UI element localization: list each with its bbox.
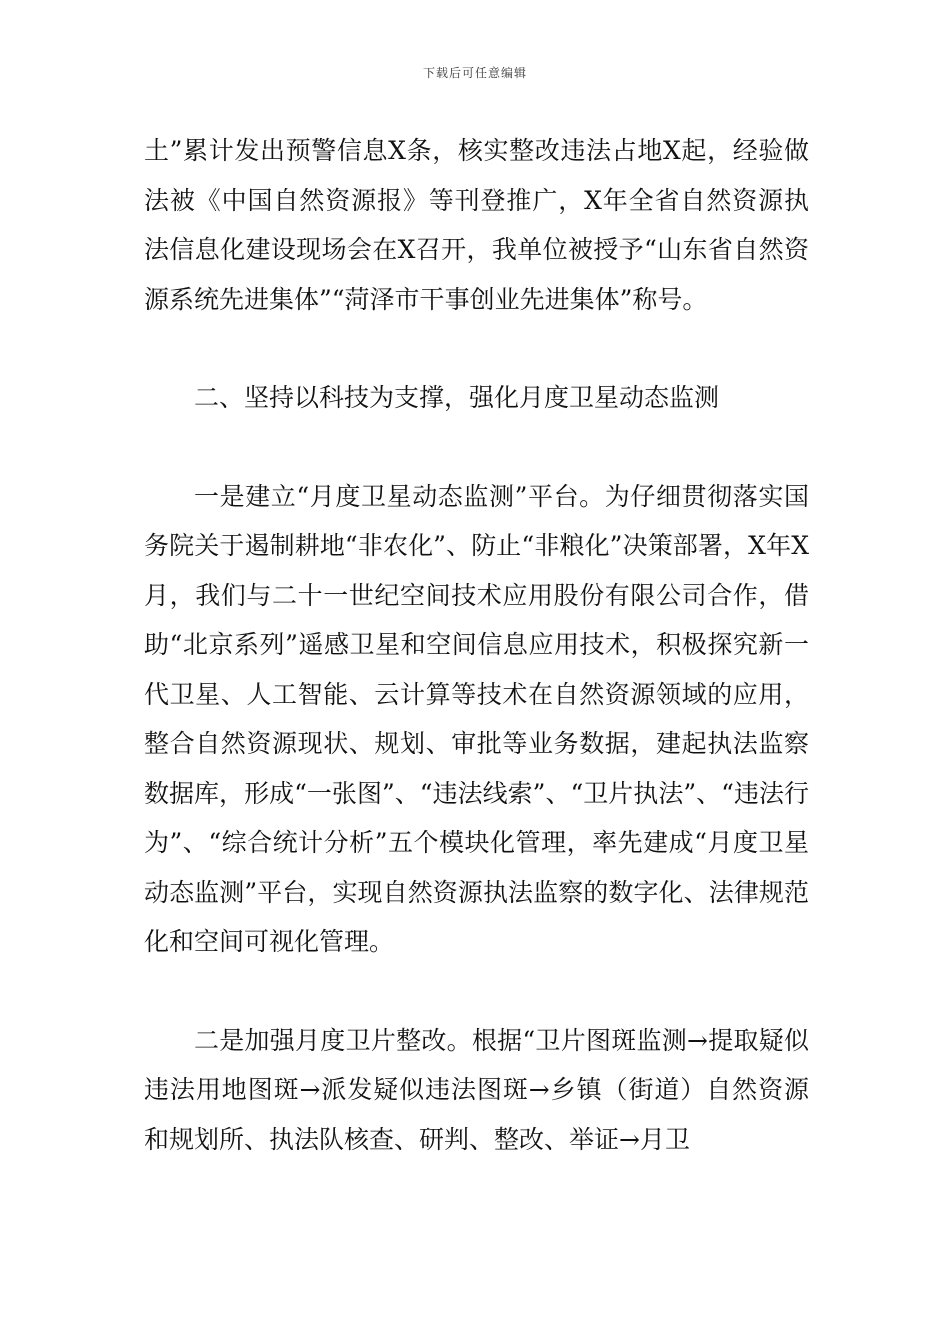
section-heading: 二、坚持以科技为支撑，强化月度卫星动态监测	[194, 383, 720, 412]
document-body	[144, 126, 809, 1164]
paragraph-gap	[144, 967, 809, 1016]
paragraph-platform: 一是建立“月度卫星动态监测”平台。为仔细贯彻落实国务院关于遏制耕地“非农化”、防止“非粮化”决策部署，X年X月，我们与二十一世纪空间技术应用股份有限公司合作，借助“北京系列”遥感卫星和空间信息应用技术，积极探究新一代卫星、人工智能、云计算等技术在自然资源领域的应用，整合自然资源现状、规划、审批等业务数据，建起执法监察数据库，形成“一张图”、“违法线索”、“卫片执法”、“违法行为”、“综合统计分析”五个模块化管理，率先建成“月度卫星动态监测”平台，实现自然资源执法监察的数字化、法律规范化和空间可视化管理。	[144, 481, 809, 956]
paragraph-continued: 土”累计发出预警信息X条，核实整改违法占地X起，经验做法被《中国自然资源报》等刊登推广，X年全省自然资源执法信息化建设现场会在X召开，我单位被授予“山东省自然资源系统先进集体”“菏泽市干事创业先进集体”称号。	[144, 136, 809, 314]
paragraph-rectify: 二是加强月度卫片整改。根据“卫片图斑监测→提取疑似违法用地图斑→派发疑似违法图斑→乡镇（街道）自然资源和规划所、执法队核查、研判、整改、举证→月卫	[144, 1025, 809, 1154]
paragraph-gap	[144, 423, 809, 472]
page-header: 下载后可任意编辑	[422, 66, 527, 80]
paragraph-gap	[144, 324, 809, 373]
